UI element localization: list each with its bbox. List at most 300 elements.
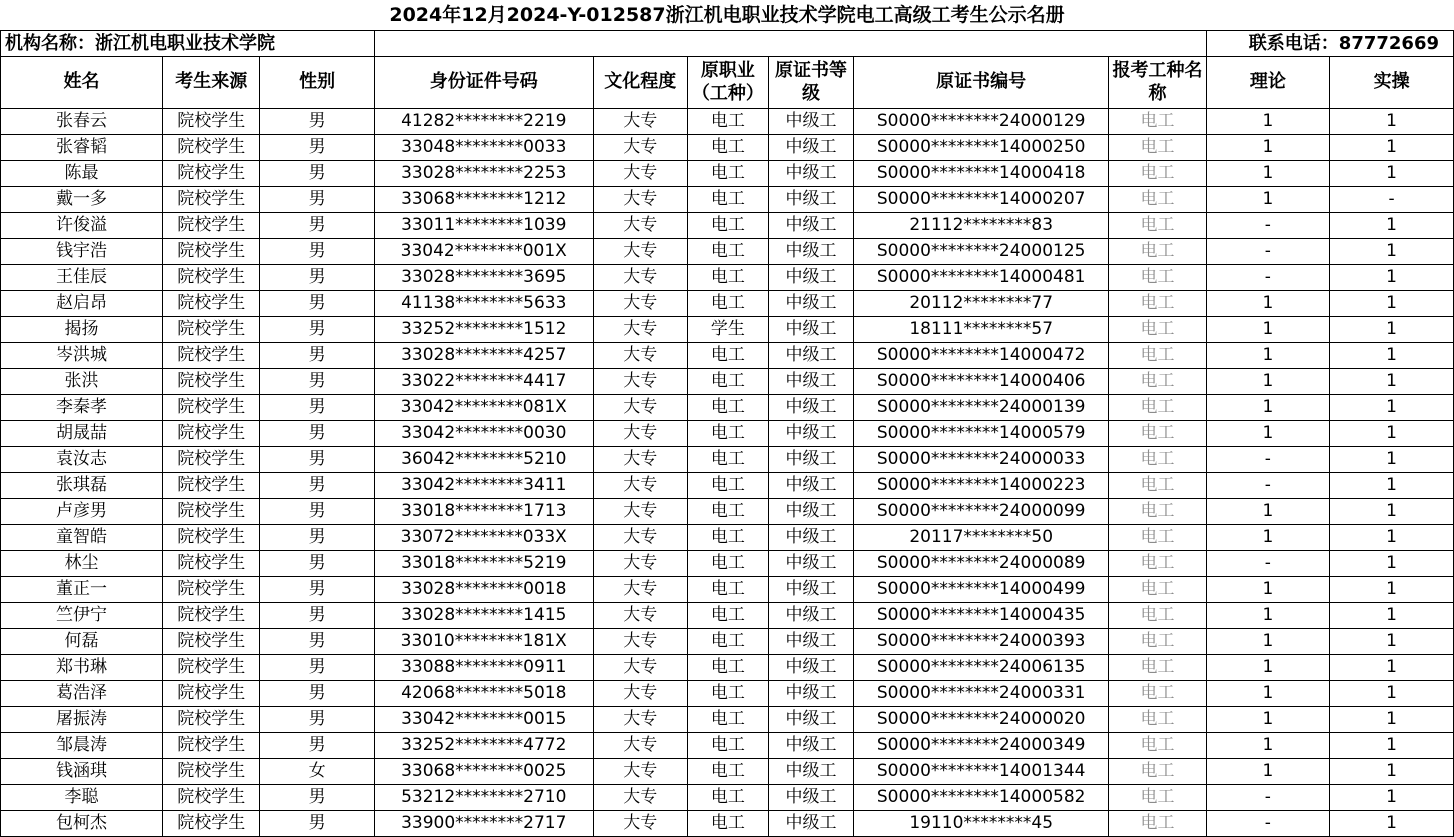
cell-original-job: 电工 [687, 759, 768, 785]
cell-id-number: 33048********0033 [374, 135, 593, 161]
cell-name: 张洪 [1, 369, 163, 395]
cell-gender: 男 [260, 187, 374, 213]
cell-cert-number: S0000********14000499 [854, 577, 1109, 603]
cell-exam-job: 电工 [1109, 499, 1206, 525]
cell-cert-level: 中级工 [768, 525, 853, 551]
cell-id-number: 33088********0911 [374, 655, 593, 681]
cell-original-job: 电工 [687, 629, 768, 655]
cell-education: 大专 [593, 265, 687, 291]
header-original-job: 原职业（工种） [687, 57, 768, 109]
cell-exam-job: 电工 [1109, 135, 1206, 161]
cell-gender: 男 [260, 681, 374, 707]
table-row [1, 421, 1454, 447]
cell-practice: 1 [1330, 317, 1454, 343]
cell-exam-job: 电工 [1109, 733, 1206, 759]
cell-practice: 1 [1330, 291, 1454, 317]
cell-exam-job: 电工 [1109, 187, 1206, 213]
cell-theory: - [1206, 551, 1330, 577]
cell-id-number: 33068********1212 [374, 187, 593, 213]
cell-education: 大专 [593, 499, 687, 525]
cell-practice: 1 [1330, 603, 1454, 629]
cell-original-job: 电工 [687, 785, 768, 811]
cell-name: 钱宇浩 [1, 239, 163, 265]
cell-gender: 男 [260, 369, 374, 395]
cell-practice: 1 [1330, 135, 1454, 161]
cell-id-number: 33068********0025 [374, 759, 593, 785]
cell-source: 院校学生 [163, 343, 260, 369]
table-row [1, 603, 1454, 629]
title-row [1, 0, 1454, 31]
cell-name: 张睿韬 [1, 135, 163, 161]
cell-education: 大专 [593, 135, 687, 161]
cell-name: 郑书琳 [1, 655, 163, 681]
cell-source: 院校学生 [163, 499, 260, 525]
cell-name: 包柯杰 [1, 811, 163, 837]
contact-phone: 联系电话：87772669 [1206, 31, 1453, 57]
cell-education: 大专 [593, 603, 687, 629]
table-row [1, 395, 1454, 421]
cell-gender: 男 [260, 473, 374, 499]
cell-practice: 1 [1330, 473, 1454, 499]
table-row [1, 265, 1454, 291]
cell-cert-number: 18111********57 [854, 317, 1109, 343]
cell-exam-job: 电工 [1109, 655, 1206, 681]
table-row [1, 317, 1454, 343]
cell-theory: 1 [1206, 499, 1330, 525]
cell-exam-job: 电工 [1109, 707, 1206, 733]
cell-education: 大专 [593, 629, 687, 655]
cell-gender: 男 [260, 577, 374, 603]
cell-source: 院校学生 [163, 161, 260, 187]
cell-original-job: 电工 [687, 473, 768, 499]
cell-education: 大专 [593, 525, 687, 551]
cell-exam-job: 电工 [1109, 291, 1206, 317]
cell-id-number: 33900********2717 [374, 811, 593, 837]
cell-cert-number: 20112********77 [854, 291, 1109, 317]
cell-original-job: 电工 [687, 577, 768, 603]
cell-source: 院校学生 [163, 603, 260, 629]
cell-original-job: 电工 [687, 499, 768, 525]
header-cert-number: 原证书编号 [854, 57, 1109, 109]
cell-theory: 1 [1206, 187, 1330, 213]
cell-cert-level: 中级工 [768, 603, 853, 629]
cell-gender: 男 [260, 291, 374, 317]
cell-original-job: 电工 [687, 291, 768, 317]
cell-id-number: 33022********4417 [374, 369, 593, 395]
org-name: 机构名称：浙江机电职业技术学院 [1, 31, 375, 57]
cell-education: 大专 [593, 239, 687, 265]
cell-exam-job: 电工 [1109, 577, 1206, 603]
cell-practice: 1 [1330, 369, 1454, 395]
cell-cert-number: S0000********14000472 [854, 343, 1109, 369]
cell-practice: - [1330, 187, 1454, 213]
cell-id-number: 53212********2710 [374, 785, 593, 811]
cell-practice: 1 [1330, 681, 1454, 707]
cell-name: 张春云 [1, 109, 163, 135]
cell-gender: 男 [260, 603, 374, 629]
cell-exam-job: 电工 [1109, 213, 1206, 239]
cell-source: 院校学生 [163, 681, 260, 707]
cell-name: 竺伊宁 [1, 603, 163, 629]
table-row [1, 369, 1454, 395]
cell-cert-number: S0000********24000099 [854, 499, 1109, 525]
cell-theory: 1 [1206, 629, 1330, 655]
cell-education: 大专 [593, 421, 687, 447]
cell-id-number: 33028********0018 [374, 577, 593, 603]
cell-education: 大专 [593, 577, 687, 603]
cell-name: 戴一多 [1, 187, 163, 213]
cell-cert-level: 中级工 [768, 291, 853, 317]
cell-cert-level: 中级工 [768, 499, 853, 525]
cell-name: 揭扬 [1, 317, 163, 343]
cell-exam-job: 电工 [1109, 343, 1206, 369]
cell-original-job: 电工 [687, 187, 768, 213]
cell-name: 何磊 [1, 629, 163, 655]
cell-exam-job: 电工 [1109, 317, 1206, 343]
cell-theory: - [1206, 239, 1330, 265]
cell-cert-level: 中级工 [768, 109, 853, 135]
cell-cert-level: 中级工 [768, 681, 853, 707]
cell-id-number: 42068********5018 [374, 681, 593, 707]
cell-source: 院校学生 [163, 317, 260, 343]
page-title: 2024年12月2024-Y-012587浙江机电职业技术学院电工高级工考生公示名册 [1, 0, 1454, 31]
cell-cert-number: S0000********24000331 [854, 681, 1109, 707]
cell-cert-level: 中级工 [768, 343, 853, 369]
cell-cert-number: S0000********14000207 [854, 187, 1109, 213]
cell-gender: 男 [260, 629, 374, 655]
cell-cert-level: 中级工 [768, 473, 853, 499]
cell-name: 许俊溢 [1, 213, 163, 239]
table-row [1, 213, 1454, 239]
org-spacer [374, 31, 1206, 57]
table-row [1, 135, 1454, 161]
cell-id-number: 36042********5210 [374, 447, 593, 473]
cell-exam-job: 电工 [1109, 109, 1206, 135]
cell-theory: 1 [1206, 733, 1330, 759]
cell-name: 李聪 [1, 785, 163, 811]
table-row [1, 161, 1454, 187]
header-id-number: 身份证件号码 [374, 57, 593, 109]
cell-theory: 1 [1206, 317, 1330, 343]
cell-name: 卢彦男 [1, 499, 163, 525]
table-row [1, 343, 1454, 369]
table-row [1, 109, 1454, 135]
cell-cert-level: 中级工 [768, 551, 853, 577]
cell-original-job: 电工 [687, 369, 768, 395]
cell-source: 院校学生 [163, 785, 260, 811]
cell-education: 大专 [593, 447, 687, 473]
cell-cert-level: 中级工 [768, 447, 853, 473]
table-row [1, 525, 1454, 551]
cell-cert-number: S0000********14000418 [854, 161, 1109, 187]
cell-cert-level: 中级工 [768, 759, 853, 785]
cell-practice: 1 [1330, 395, 1454, 421]
cell-theory: 1 [1206, 577, 1330, 603]
cell-education: 大专 [593, 317, 687, 343]
cell-exam-job: 电工 [1109, 239, 1206, 265]
cell-name: 王佳辰 [1, 265, 163, 291]
header-theory: 理论 [1206, 57, 1330, 109]
cell-cert-level: 中级工 [768, 785, 853, 811]
cell-original-job: 电工 [687, 447, 768, 473]
cell-exam-job: 电工 [1109, 551, 1206, 577]
cell-cert-level: 中级工 [768, 265, 853, 291]
org-row [1, 31, 1454, 57]
cell-education: 大专 [593, 395, 687, 421]
cell-source: 院校学生 [163, 759, 260, 785]
cell-cert-number: 19110********45 [854, 811, 1109, 837]
cell-name: 林尘 [1, 551, 163, 577]
cell-practice: 1 [1330, 759, 1454, 785]
cell-cert-number: S0000********24000129 [854, 109, 1109, 135]
cell-education: 大专 [593, 759, 687, 785]
cell-gender: 男 [260, 421, 374, 447]
cell-practice: 1 [1330, 811, 1454, 837]
cell-original-job: 电工 [687, 681, 768, 707]
cell-gender: 男 [260, 525, 374, 551]
cell-cert-number: S0000********14000481 [854, 265, 1109, 291]
cell-name: 李秦孝 [1, 395, 163, 421]
cell-exam-job: 电工 [1109, 629, 1206, 655]
cell-source: 院校学生 [163, 473, 260, 499]
cell-exam-job: 电工 [1109, 395, 1206, 421]
cell-practice: 1 [1330, 733, 1454, 759]
cell-exam-job: 电工 [1109, 759, 1206, 785]
cell-id-number: 33252********4772 [374, 733, 593, 759]
cell-gender: 男 [260, 655, 374, 681]
cell-id-number: 33028********3695 [374, 265, 593, 291]
cell-cert-level: 中级工 [768, 655, 853, 681]
cell-original-job: 电工 [687, 603, 768, 629]
cell-cert-number: S0000********24000393 [854, 629, 1109, 655]
cell-original-job: 电工 [687, 395, 768, 421]
cell-education: 大专 [593, 161, 687, 187]
cell-theory: 1 [1206, 291, 1330, 317]
cell-education: 大专 [593, 343, 687, 369]
cell-id-number: 33010********181X [374, 629, 593, 655]
cell-source: 院校学生 [163, 213, 260, 239]
cell-gender: 男 [260, 551, 374, 577]
cell-cert-number: S0000********24000349 [854, 733, 1109, 759]
cell-original-job: 学生 [687, 317, 768, 343]
cell-cert-level: 中级工 [768, 421, 853, 447]
cell-exam-job: 电工 [1109, 421, 1206, 447]
cell-cert-level: 中级工 [768, 239, 853, 265]
table-row [1, 239, 1454, 265]
cell-theory: 1 [1206, 421, 1330, 447]
cell-cert-number: S0000********24000139 [854, 395, 1109, 421]
cell-education: 大专 [593, 213, 687, 239]
cell-id-number: 33042********001X [374, 239, 593, 265]
cell-practice: 1 [1330, 655, 1454, 681]
cell-gender: 男 [260, 265, 374, 291]
cell-source: 院校学生 [163, 109, 260, 135]
cell-practice: 1 [1330, 109, 1454, 135]
cell-theory: - [1206, 447, 1330, 473]
cell-theory: 1 [1206, 655, 1330, 681]
cell-practice: 1 [1330, 785, 1454, 811]
cell-exam-job: 电工 [1109, 681, 1206, 707]
cell-source: 院校学生 [163, 551, 260, 577]
cell-id-number: 33011********1039 [374, 213, 593, 239]
header-gender: 性别 [260, 57, 374, 109]
cell-name: 董正一 [1, 577, 163, 603]
cell-theory: 1 [1206, 161, 1330, 187]
cell-education: 大专 [593, 551, 687, 577]
cell-gender: 男 [260, 733, 374, 759]
header-source: 考生来源 [163, 57, 260, 109]
cell-theory: 1 [1206, 707, 1330, 733]
cell-name: 葛浩泽 [1, 681, 163, 707]
cell-exam-job: 电工 [1109, 447, 1206, 473]
cell-theory: 1 [1206, 759, 1330, 785]
cell-cert-level: 中级工 [768, 707, 853, 733]
cell-id-number: 33072********033X [374, 525, 593, 551]
cell-cert-level: 中级工 [768, 395, 853, 421]
cell-practice: 1 [1330, 499, 1454, 525]
table-row [1, 655, 1454, 681]
cell-practice: 1 [1330, 343, 1454, 369]
cell-name: 胡晟喆 [1, 421, 163, 447]
cell-source: 院校学生 [163, 239, 260, 265]
cell-name: 童智皓 [1, 525, 163, 551]
cell-id-number: 33028********2253 [374, 161, 593, 187]
cell-cert-number: S0000********14000435 [854, 603, 1109, 629]
cell-name: 陈最 [1, 161, 163, 187]
cell-original-job: 电工 [687, 525, 768, 551]
cell-source: 院校学生 [163, 811, 260, 837]
cell-gender: 男 [260, 785, 374, 811]
cell-exam-job: 电工 [1109, 161, 1206, 187]
cell-original-job: 电工 [687, 655, 768, 681]
cell-cert-level: 中级工 [768, 811, 853, 837]
cell-original-job: 电工 [687, 733, 768, 759]
cell-source: 院校学生 [163, 187, 260, 213]
cell-source: 院校学生 [163, 707, 260, 733]
cell-source: 院校学生 [163, 291, 260, 317]
cell-theory: - [1206, 811, 1330, 837]
cell-cert-number: 21112********83 [854, 213, 1109, 239]
cell-theory: 1 [1206, 681, 1330, 707]
table-row [1, 759, 1454, 785]
cell-cert-level: 中级工 [768, 187, 853, 213]
cell-education: 大专 [593, 681, 687, 707]
table-row [1, 447, 1454, 473]
cell-cert-number: S0000********14000406 [854, 369, 1109, 395]
cell-source: 院校学生 [163, 421, 260, 447]
table-row [1, 291, 1454, 317]
cell-original-job: 电工 [687, 421, 768, 447]
cell-id-number: 33042********0030 [374, 421, 593, 447]
cell-gender: 女 [260, 759, 374, 785]
cell-id-number: 33252********1512 [374, 317, 593, 343]
cell-gender: 男 [260, 161, 374, 187]
cell-theory: - [1206, 265, 1330, 291]
cell-name: 岑洪城 [1, 343, 163, 369]
cell-exam-job: 电工 [1109, 603, 1206, 629]
cell-original-job: 电工 [687, 161, 768, 187]
cell-gender: 男 [260, 395, 374, 421]
cell-cert-number: S0000********14000579 [854, 421, 1109, 447]
cell-education: 大专 [593, 473, 687, 499]
cell-education: 大专 [593, 655, 687, 681]
cell-id-number: 33042********0015 [374, 707, 593, 733]
header-practice: 实操 [1330, 57, 1454, 109]
cell-gender: 男 [260, 447, 374, 473]
cell-original-job: 电工 [687, 213, 768, 239]
table-row [1, 681, 1454, 707]
cell-theory: 1 [1206, 369, 1330, 395]
cell-practice: 1 [1330, 421, 1454, 447]
cell-theory: 1 [1206, 135, 1330, 161]
cell-name: 钱涵琪 [1, 759, 163, 785]
cell-theory: - [1206, 785, 1330, 811]
cell-cert-number: S0000********14001344 [854, 759, 1109, 785]
cell-id-number: 41138********5633 [374, 291, 593, 317]
cell-gender: 男 [260, 343, 374, 369]
cell-id-number: 33018********5219 [374, 551, 593, 577]
table-row [1, 785, 1454, 811]
cell-id-number: 41282********2219 [374, 109, 593, 135]
cell-theory: - [1206, 473, 1330, 499]
cell-cert-level: 中级工 [768, 629, 853, 655]
cell-name: 屠振涛 [1, 707, 163, 733]
cell-theory: 1 [1206, 109, 1330, 135]
cell-education: 大专 [593, 785, 687, 811]
cell-cert-number: S0000********14000223 [854, 473, 1109, 499]
cell-exam-job: 电工 [1109, 369, 1206, 395]
cell-practice: 1 [1330, 629, 1454, 655]
cell-education: 大专 [593, 109, 687, 135]
header-name: 姓名 [1, 57, 163, 109]
table-row [1, 551, 1454, 577]
cell-education: 大专 [593, 707, 687, 733]
cell-original-job: 电工 [687, 135, 768, 161]
cell-name: 袁汝志 [1, 447, 163, 473]
cell-practice: 1 [1330, 265, 1454, 291]
table-row [1, 187, 1454, 213]
cell-exam-job: 电工 [1109, 265, 1206, 291]
cell-cert-level: 中级工 [768, 213, 853, 239]
cell-name: 张琪磊 [1, 473, 163, 499]
cell-source: 院校学生 [163, 733, 260, 759]
cell-exam-job: 电工 [1109, 785, 1206, 811]
cell-gender: 男 [260, 317, 374, 343]
cell-cert-number: S0000********24000033 [854, 447, 1109, 473]
cell-practice: 1 [1330, 707, 1454, 733]
cell-theory: 1 [1206, 343, 1330, 369]
cell-name: 赵启昂 [1, 291, 163, 317]
table-row [1, 707, 1454, 733]
cell-education: 大专 [593, 291, 687, 317]
cell-gender: 男 [260, 109, 374, 135]
cell-original-job: 电工 [687, 265, 768, 291]
cell-cert-level: 中级工 [768, 369, 853, 395]
cell-gender: 男 [260, 707, 374, 733]
cell-gender: 男 [260, 239, 374, 265]
cell-original-job: 电工 [687, 811, 768, 837]
header-exam-job: 报考工种名称 [1109, 57, 1206, 109]
cell-exam-job: 电工 [1109, 525, 1206, 551]
cell-source: 院校学生 [163, 577, 260, 603]
cell-education: 大专 [593, 733, 687, 759]
cell-cert-level: 中级工 [768, 161, 853, 187]
cell-cert-number: 20117********50 [854, 525, 1109, 551]
cell-source: 院校学生 [163, 369, 260, 395]
table-row [1, 577, 1454, 603]
cell-cert-number: S0000********24000020 [854, 707, 1109, 733]
cell-exam-job: 电工 [1109, 811, 1206, 837]
